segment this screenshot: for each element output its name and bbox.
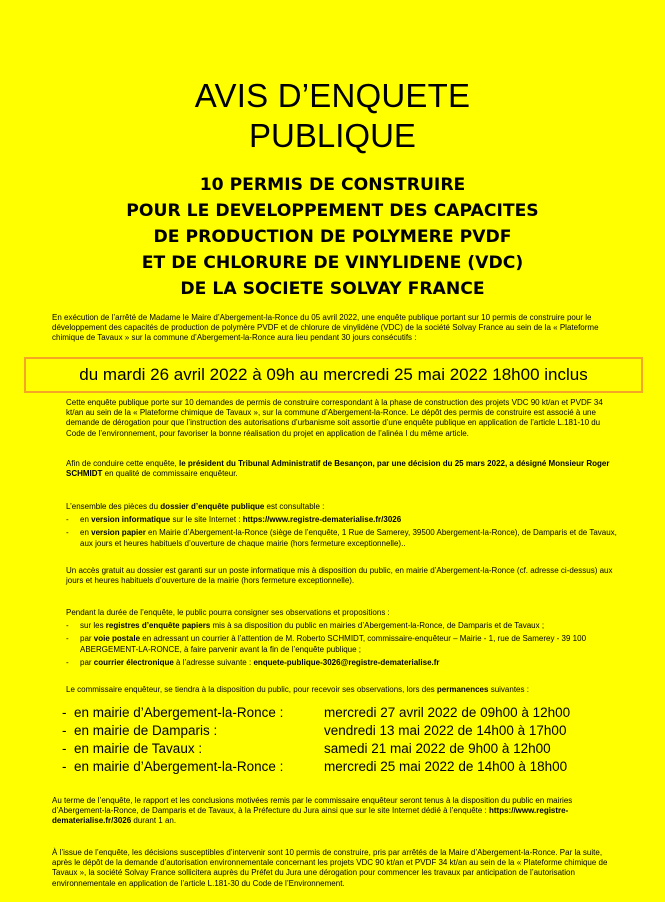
permanence-time: vendredi 13 mai 2022 de 14h00 à 17h00 bbox=[324, 723, 567, 738]
observations-intro: Pendant la durée de l’enquête, le public pourra consigner ses observations et propositions : bbox=[66, 608, 390, 617]
dossier-intro-c: est consultable : bbox=[264, 502, 325, 511]
permanence-location: - en mairie d’Abergement-la-Ronce : bbox=[62, 759, 284, 774]
item-text: par bbox=[80, 634, 94, 644]
notice-title-line1: AVIS D’ENQUETE bbox=[194, 77, 471, 114]
commissioner-text-bold: le président du Tribunal Administratif de Besançon, par une décision du 25 mars 2022, a désigné Monsieur Roger SCHMIDT bbox=[66, 459, 610, 479]
permanences-list bbox=[62, 704, 622, 776]
free-access-paragraph: Un accès gratuit au dossier est garanti sur un poste informatique mis à disposition du public, en mairie d’Abergement-la-Ronce (cf. adresse ci-dessus) aux jours et heures habituels d’ouverture de la mairie (hors fermeture exceptionnelle). bbox=[66, 566, 613, 586]
observations-list bbox=[66, 621, 618, 668]
commissioner-paragraph bbox=[66, 459, 618, 479]
report-text-c: durant 1 an. bbox=[131, 816, 177, 826]
commissioner-text-a: Afin de conduire cette enquête, bbox=[66, 459, 179, 468]
notice-subtitle bbox=[40, 172, 625, 302]
item-text: sur les bbox=[80, 621, 106, 631]
enquiry-dates-box: du mardi 26 avril 2022 à 09h au mercredi 25 mai 2022 18h00 inclus bbox=[24, 357, 643, 393]
commissioner-text-c: en qualité de commissaire enquêteur. bbox=[102, 469, 238, 479]
report-paragraph bbox=[52, 796, 617, 827]
item-bold: registres d’enquête papiers bbox=[105, 621, 211, 631]
dossier-intro-a: L’ensemble des pièces du bbox=[66, 502, 161, 511]
observations-item-register: - sur les registres d’enquête papiers mis à sa disposition du public en mairies d’Abergement-la-Ronce, de Damparis et de Tavaux ; bbox=[66, 621, 545, 631]
item-text: sur le site Internet : bbox=[170, 515, 243, 525]
item-text: en bbox=[80, 515, 92, 525]
permanence-location-text: en mairie de Tavaux : bbox=[74, 741, 203, 756]
permanences-intro-bold: permanences bbox=[436, 685, 489, 694]
subtitle-line: ET DE CHLORURE DE VINYLIDENE (VDC) bbox=[141, 253, 524, 273]
notice-title-line2: PUBLIQUE bbox=[249, 117, 416, 154]
item-bold: version papier bbox=[91, 528, 146, 538]
permanence-row bbox=[62, 722, 622, 740]
permanences-intro bbox=[66, 685, 618, 695]
permanence-location-text: en mairie d’Abergement-la-Ronce : bbox=[74, 759, 284, 774]
item-text: en bbox=[80, 528, 92, 538]
registry-link[interactable]: https://www.registre-dematerialise.fr/3026 bbox=[242, 515, 402, 525]
permanence-time: mercredi 25 mai 2022 de 14h00 à 18h00 bbox=[324, 759, 568, 774]
item-bold: voie postale bbox=[93, 634, 141, 644]
dossier-intro-bold: dossier d’enquête publique bbox=[160, 502, 265, 511]
report-link[interactable]: https://www.registre-dematerialise.fr/3026 bbox=[52, 806, 569, 826]
observations-paragraph bbox=[66, 608, 618, 668]
permanence-time: mercredi 27 avril 2022 de 09h00 à 12h00 bbox=[324, 705, 571, 720]
item-bold: courrier électronique bbox=[93, 657, 174, 667]
permanence-location: - en mairie d’Abergement-la-Ronce : bbox=[62, 705, 284, 720]
item-text: mis à sa disposition du public en mairies d’Abergement-la-Ronce, de Damparis et de Tavaux ; bbox=[210, 621, 545, 631]
permanence-row bbox=[62, 740, 622, 758]
dossier-intro bbox=[66, 502, 618, 512]
item-text: en adressant un courrier à l’attention de M. Roberto SCHMIDT, commissaire-enquêteur – Mairie - 1, rue de Samerey - 39 100 ABERGEMENT-LA-RONCE, à faire parvenir avant la fin de l’enquête publique ; bbox=[80, 634, 587, 654]
permanence-row bbox=[62, 758, 622, 776]
observations-item-post: - par voie postale en adressant un courrier à l’attention de M. Roberto SCHMIDT, commissaire-enquêteur – Mairie - 1, rue de Samerey - 39 100 ABERGEMENT-LA-RONCE, à faire parvenir avant la fin de l’enquête publique ; bbox=[66, 634, 587, 654]
report-text-a: Au terme de l’enquête, le rapport et les conclusions motivées remis par le commissaire enquêteur seront tenus à la disposition du public en mairies d’Abergement-la-Ronce, de Damparis et de Tavaux, à la Préfecture du Jura ainsi que sur le site Internet dédié à l’enquête : bbox=[52, 796, 573, 816]
dossier-paragraph bbox=[66, 502, 618, 549]
subtitle-line: DE PRODUCTION DE POLYMERE PVDF bbox=[153, 227, 512, 247]
permanences-intro-a: Le commissaire enquêteur, se tiendra à la disposition du public, pour recevoir ses observations, lors des bbox=[66, 685, 437, 694]
email-link[interactable]: enquete-publique-3026@registre-dematerialise.fr bbox=[253, 657, 440, 667]
scope-paragraph: Cette enquête publique porte sur 10 demandes de permis de construire correspondant à la phase de construction des projets VDC 90 kt/an et PVDF 34 kt/an au sein de la « Plateforme chimique de Tavaux », sur la commune d’Abergement-la-Ronce. Le dépôt des permis de construire est associé à une demande de dérogation pour que l’instruction des autorisations d’urbanisme soit assortie d’une enquête publique en application de l’article L.181-10 du Code de l’environnement, pour favoriser la bonne réalisation du projet en application de l’alinéa I du même article. bbox=[66, 398, 603, 438]
permanence-location: - en mairie de Tavaux : bbox=[62, 741, 203, 756]
item-text: en Mairie d’Abergement-la-Ronce (siège de l’enquête, 1 Rue de Samerey, 39500 Abergement-la-Ronce), de Damparis et de Tavaux, aux jours et heures habituels d’ouverture de chaque mairie (hors fermeture exceptionnelle).. bbox=[80, 528, 617, 548]
permanence-location-text: en mairie d’Abergement-la-Ronce : bbox=[74, 705, 284, 720]
item-bold: version informatique bbox=[91, 515, 171, 525]
subtitle-line: DE LA SOCIETE SOLVAY FRANCE bbox=[180, 279, 485, 299]
permanence-location-text: en mairie de Damparis : bbox=[74, 723, 218, 738]
observations-item-email: - par courrier électronique à l’adresse suivante : enquete-publique-3026@registre-dematerialise.fr bbox=[66, 657, 440, 667]
subtitle-line: POUR LE DEVELOPPEMENT DES CAPACITES bbox=[126, 201, 539, 221]
permanence-location: - en mairie de Damparis : bbox=[62, 723, 218, 738]
subtitle-line: 10 PERMIS DE CONSTRUIRE bbox=[199, 175, 466, 195]
intro-paragraph: En exécution de l’arrêté de Madame le Maire d’Abergement-la-Ronce du 05 avril 2022, une enquête publique portant sur 10 permis de construire pour le développement des capacités de production de polymère PVDF et de chlorure de vinylidène (VDC) de la société Solvay France au sein de la « Plateforme chimique de Tavaux » sur la commune d’Abergement-la-Ronce aura lieu pendant 30 jours consécutifs : bbox=[52, 313, 599, 343]
item-text: à l’adresse suivante : bbox=[173, 657, 254, 667]
permanences-intro-c: suivantes : bbox=[488, 685, 529, 694]
dossier-item-digital: - en version informatique sur le site Internet : https://www.registre-dematerialise.fr/3026 bbox=[66, 515, 402, 525]
dossier-item-paper: - en version papier en Mairie d’Abergement-la-Ronce (siège de l’enquête, 1 Rue de Samerey, 39500 Abergement-la-Ronce), de Damparis et de Tavaux, aux jours et heures habituels d’ouverture de chaque mairie (hors fermeture exceptionnelle).. bbox=[66, 528, 617, 548]
decisions-paragraph: À l’issue de l’enquête, les décisions susceptibles d’intervenir sont 10 permis de construire, pris par arrêtés de la Maire d’Abergement-la-Ronce. Par la suite, après le dépôt de la demande d’autorisation environnementale concernant les projets VDC 90 kt/an et PVDF 34 kt/an au sein de la « Plateforme chimique de Tavaux », la société Solvay France sollicitera auprès du Préfet du Jura une dérogation pour commencer les travaux par anticipation de l’autorisation environnementale en application de l’article L.181-30 du Code de l’Environnement. bbox=[52, 848, 608, 888]
permanence-time: samedi 21 mai 2022 de 9h00 à 12h00 bbox=[324, 741, 551, 756]
permanence-row bbox=[62, 704, 622, 722]
item-text: par bbox=[80, 657, 94, 667]
dossier-list bbox=[66, 515, 618, 549]
